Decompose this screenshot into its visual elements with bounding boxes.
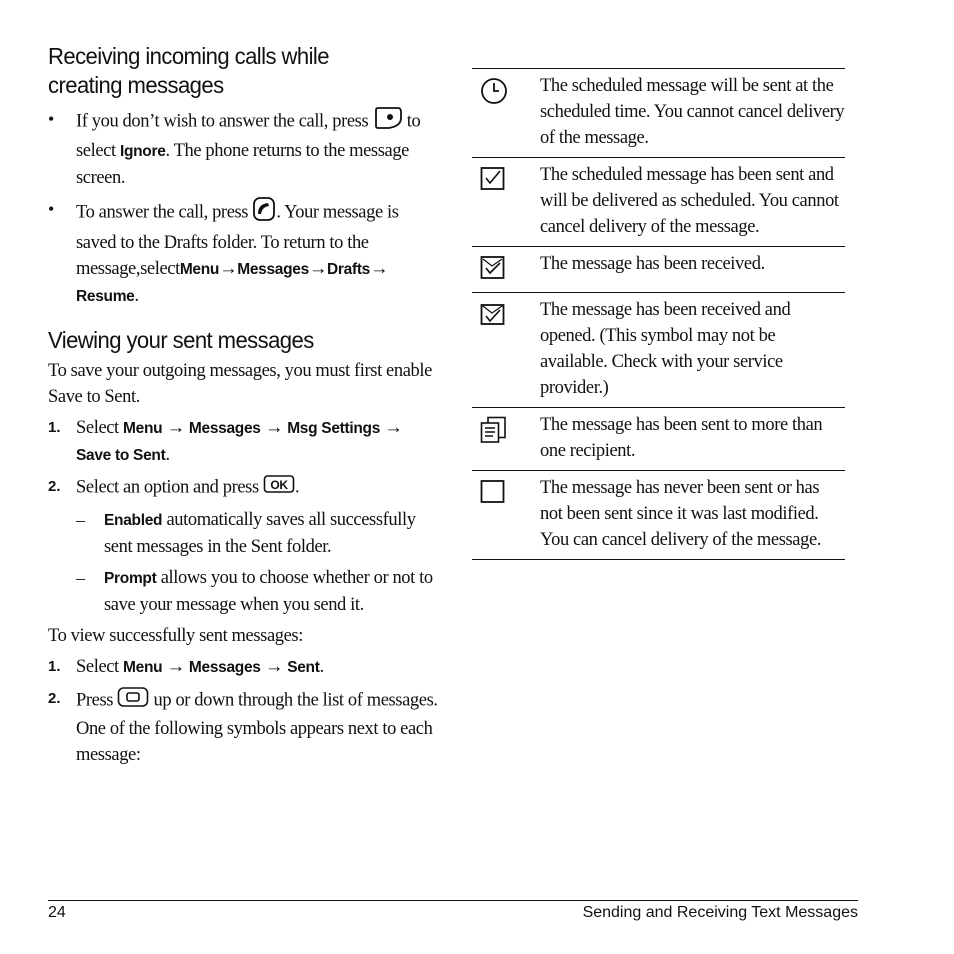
view-step-2: 2. Press up or down through the list of messages. One of the following symbols appears next to each message:	[48, 686, 438, 768]
symbol-row-received: The message has been received.	[472, 247, 845, 293]
view-step-1: 1. Select Menu → Messages → Sent.	[48, 657, 324, 677]
ok-key-icon	[263, 474, 295, 502]
section-heading-incoming-calls: Receiving incoming calls while creating messages	[48, 43, 329, 98]
svg-text:OK: OK	[270, 478, 288, 492]
envelope-check-icon	[480, 255, 506, 281]
symbol-row-scheduled: The scheduled message will be sent at the scheduled time. You cannot cancel delivery of the message.	[472, 69, 845, 158]
step-2: 2. Select an option and press OK .	[48, 474, 438, 502]
symbol-row-scheduled-sent: The scheduled message has been sent and will be delivered as scheduled. You cannot cancel delivery of the message.	[472, 158, 845, 247]
view-intro-text: To view successfully sent messages:	[48, 626, 303, 646]
bullet-item-ignore: • If you don’t wish to answer the call, press to select Ignore. The phone returns to the message screen.	[48, 106, 438, 191]
option-prompt: – Prompt allows you to choose whether or not to save your message when you send it.	[76, 568, 433, 615]
symbol-row-multiple-recipients: The message has been sent to more than one recipient.	[472, 408, 845, 471]
envelope-open-check-icon	[480, 301, 506, 327]
intro-text: To save your outgoing messages, you must first enable Save to Sent.	[48, 361, 432, 407]
empty-box-icon	[480, 479, 506, 505]
clock-icon	[480, 77, 508, 105]
symbol-row-received-opened: The message has been received and opened. (This symbol may not be available. Check with your service provider.)	[472, 293, 845, 408]
symbol-row-not-sent: The message has never been sent or has not been sent since it was last modified. You can cancel delivery of the message.	[472, 471, 845, 560]
send-key-icon	[252, 196, 276, 230]
step-1: 1. Select Menu → Messages → Msg Settings → Save to Sent.	[48, 418, 403, 465]
symbols-table	[472, 68, 845, 560]
right-softkey-icon	[373, 106, 403, 138]
multiple-recipients-icon	[480, 416, 508, 444]
left-column	[48, 42, 438, 768]
ignore-option: Ignore	[119, 143, 166, 160]
chapter-title: Sending and Receiving Text Messages	[582, 904, 858, 921]
option-enabled: – Enabled automatically saves all successfully sent messages in the Sent folder.	[76, 510, 416, 557]
section-heading-sent-messages: Viewing your sent messages	[48, 327, 314, 353]
bullet-item-answer: • To answer the call, press . Your message is saved to the Drafts folder. To return to the message,selectMenu→Messages→Drafts→ Resume.	[48, 196, 438, 310]
checkbox-checked-icon	[480, 166, 506, 192]
page-number: 24	[48, 904, 66, 921]
navigation-key-icon	[117, 686, 149, 716]
page-footer	[48, 900, 858, 922]
